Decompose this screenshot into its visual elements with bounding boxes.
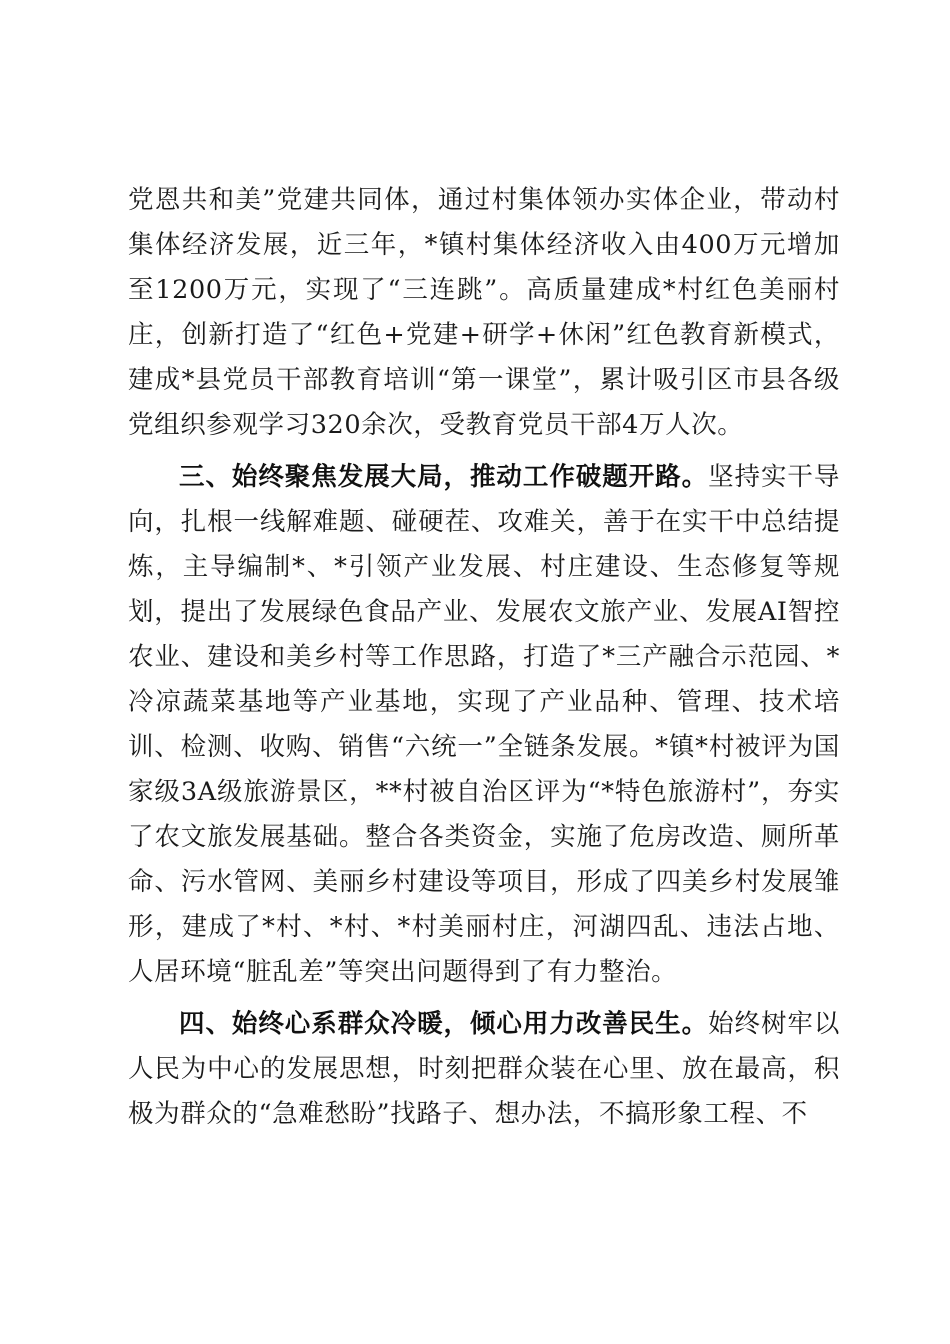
paragraph-section-four — [128, 1002, 840, 1137]
paragraph-text: 坚持实干导向，扎根一线解难题、碰硬茬、攻难关，善于在实干中总结提炼，主导编制*、*引领产业发展、村庄建设、生态修复等规划，提出了发展绿色食品产业、发展农文旅产业、发展AI智控农业、建设和美乡村等工作思路，打造了*三产融合示范园、*冷凉蔬菜基地等产业基地，实现了产业品种、管理、技术培训、检测、收购、销售“六统一”全链条发展。*镇*村被评为国家级3A级旅游景区，**村被自治区评为“*特色旅游村”，夯实了农文旅发展基础。整合各类资金，实施了危房改造、厕所革命、污水管网、美丽乡村建设等项目，形成了四美乡村发展雏形，建成了*村、*村、*村美丽村庄，河湖四乱、违法占地、人居环境“脏乱差”等突出问题得到了有力整治。 — [128, 462, 840, 987]
document-body — [128, 178, 840, 1137]
paragraph-section-three — [128, 455, 840, 995]
paragraph-text: 党恩共和美”党建共同体，通过村集体领办实体企业，带动村集体经济发展，近三年，*镇村集体经济收入由400万元增加至1200万元，实现了“三连跳”。高质量建成*村红色美丽村庄，创新打造了“红色+党建+研学+休闲”红色教育新模式，建成*县党员干部教育培训“第一课堂”，累计吸引区市县各级党组织参观学习320余次，受教育党员干部4万人次。 — [128, 185, 840, 440]
section-heading: 四、始终心系群众冷暖，倾心用力改善民生。 — [179, 1009, 709, 1039]
section-heading: 三、始终聚焦发展大局，推动工作破题开路。 — [179, 462, 709, 492]
paragraph-text: 始终树牢以人民为中心的发展思想，时刻把群众装在心里、放在最高，积极为群众的“急难愁盼”找路子、想办法，不搞形象工程、不 — [128, 1009, 840, 1129]
paragraph-continuation — [128, 178, 840, 448]
